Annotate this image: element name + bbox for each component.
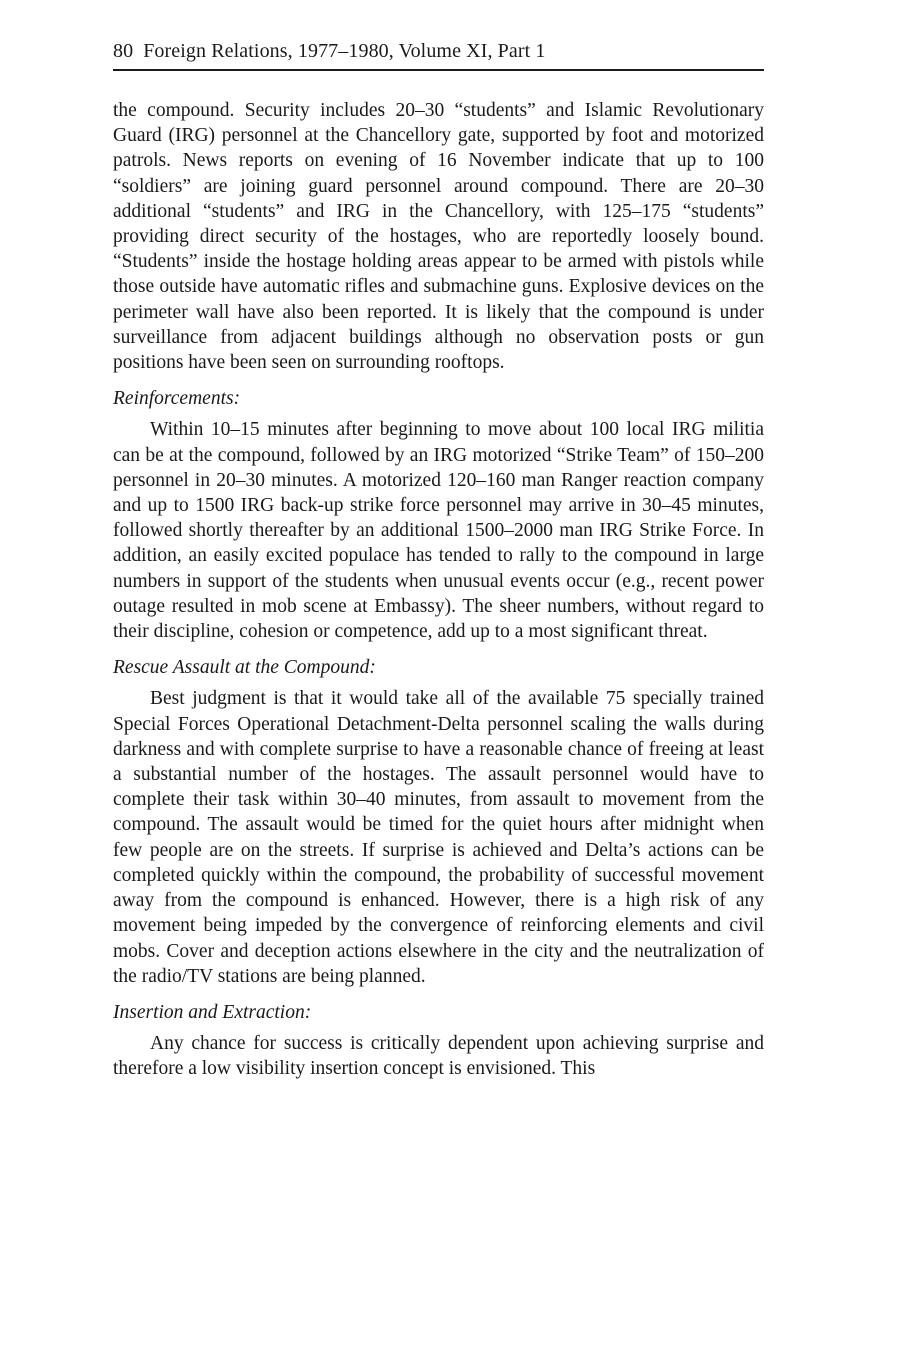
paragraph-rescue-assault: Best judgment is that it would take all of the available 75 specially trained Special Forces Operational Detachment-Delta personnel scaling the walls during darkness and with complete surprise to have a reasonable chance of freeing at least a substantial number of the hostages. The assault personnel would have to complete their task within 30–40 minutes, from assault to movement from the compound. The assault would be timed for the quiet hours after midnight when few people are on the streets. If surprise is achieved and Delta’s actions can be completed quickly within the compound, the probability of successful movement away from the compound is enhanced. However, there is a high risk of any movement being impeded by the convergence of reinforcing elements and civil mobs. Cover and deception actions elsewhere in the city and the neutralization of the radio/TV stations are being planned.: [113, 688, 764, 987]
body-text: [113, 98, 764, 1082]
running-header: [113, 38, 764, 71]
page-number: 80: [113, 40, 134, 62]
paragraph-insertion-extraction: Any chance for success is critically dependent upon achieving surprise and therefore a low visibility insertion concept is envisioned. This: [113, 1033, 764, 1080]
running-title: Foreign Relations, 1977–1980, Volume XI, Part 1: [143, 40, 546, 62]
section-heading-reinforcements: Reinforcements:: [113, 388, 241, 410]
section-heading-rescue-assault: Rescue Assault at the Compound:: [113, 657, 376, 679]
document-page: [113, 38, 764, 1082]
paragraph-reinforcements: Within 10–15 minutes after beginning to move about 100 local IRG militia can be at the compound, followed by an IRG motorized “Strike Team” of 150–200 personnel in 20–30 minutes. A motorized 120–160 man Ranger reaction company and up to 1500 IRG back-up strike force personnel may arrive in 30–45 minutes, followed shortly thereafter by an additional 1500–2000 man IRG Strike Force. In addition, an easily excited populace has tended to rally to the compound in large numbers in support of the students when unusual events occur (e.g., recent power outage resulted in mob scene at Embassy). The sheer numbers, without regard to their discipline, cohesion or competence, add up to a most significant threat.: [113, 419, 764, 643]
paragraph-security: the compound. Security includes 20–30 “students” and Islamic Revolutionary Guard (IRG) personnel at the Chancellory gate, supported by foot and motorized patrols. News reports on evening of 16 November indicate that up to 100 “soldiers” are joining guard personnel around compound. There are 20–30 additional “students” and IRG in the Chancellory, with 125–175 “students” providing direct security of the hostages, who are reportedly loosely bound. “Students” inside the hostage holding areas appear to be armed with pistols while those outside have automatic rifles and submachine guns. Explosive devices on the perimeter wall have also been reported. It is likely that the compound is under surveillance from adjacent buildings although no observation posts or gun positions have been seen on surrounding rooftops.: [113, 100, 764, 374]
section-heading-insertion-extraction: Insertion and Extraction:: [113, 1001, 312, 1023]
